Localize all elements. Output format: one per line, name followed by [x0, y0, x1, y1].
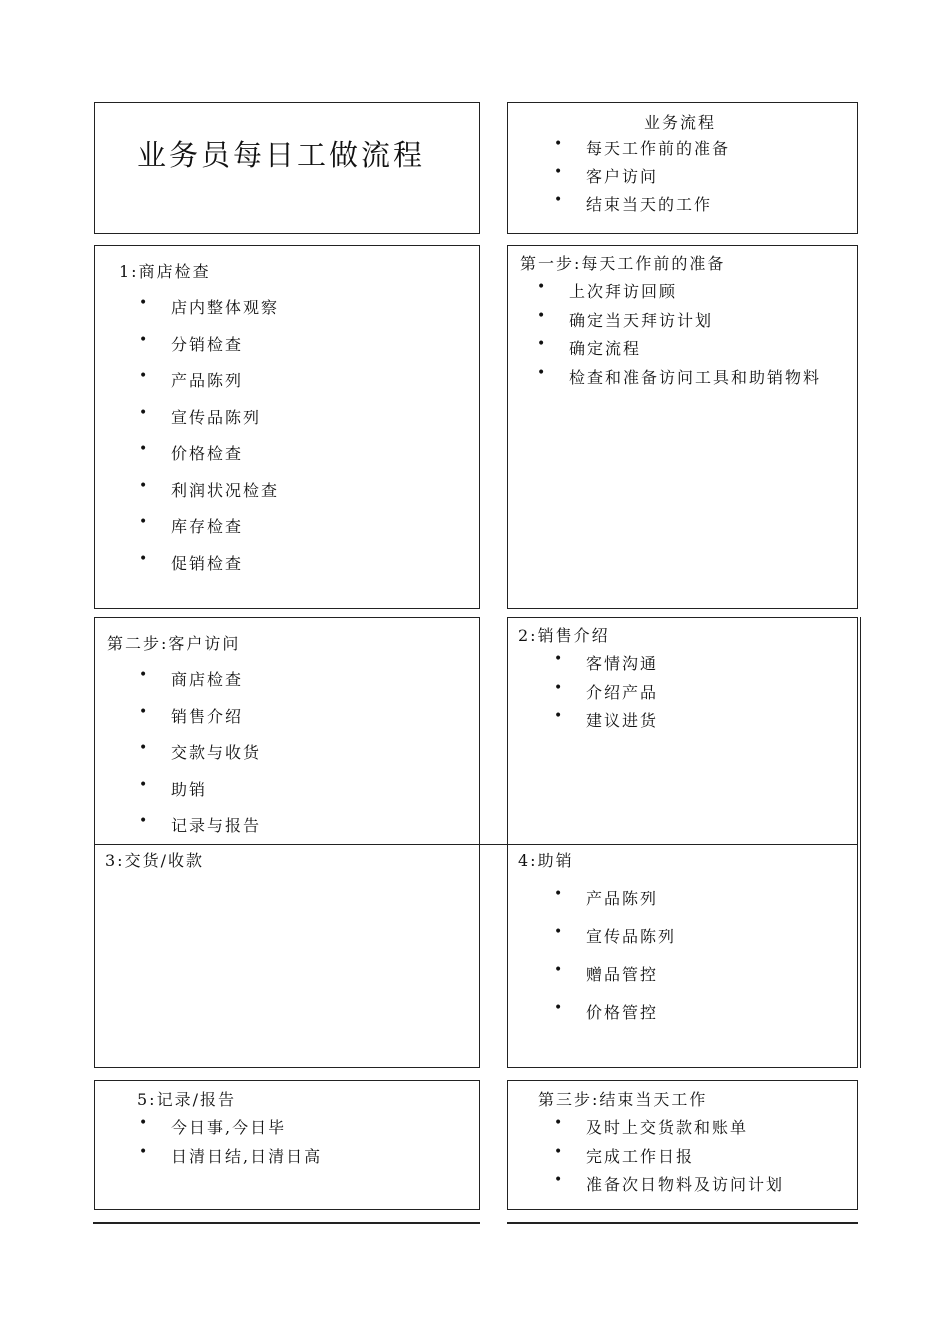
bullet-icon: • — [554, 886, 565, 902]
step3-heading: 第三步:结束当天工作 — [538, 1090, 708, 1109]
record-heading: 5:记录/报告 — [137, 1090, 236, 1109]
list-item: • 完成工作日报 — [554, 1143, 695, 1166]
bullet-icon: • — [554, 1143, 565, 1160]
step3-list — [554, 1115, 785, 1201]
list-item: • 利润状况检查 — [139, 477, 280, 500]
list-item: • 宣传品陈列 — [554, 924, 677, 946]
step3-box — [507, 1080, 858, 1210]
bullet-icon: • — [139, 477, 150, 494]
list-item: • 检查和准备访问工具和助销物料 — [537, 364, 822, 387]
bullet-icon: • — [537, 307, 548, 324]
list-item: • 价格管控 — [554, 1000, 659, 1022]
sales-intro-heading: 2:销售介绍 — [518, 626, 610, 645]
footer-rule-right — [507, 1222, 858, 1224]
list-item: • 赠品管控 — [554, 962, 659, 984]
overview-list — [554, 136, 731, 220]
bullet-icon: • — [554, 1000, 565, 1016]
overview-box — [507, 102, 858, 234]
bullet-icon: • — [537, 364, 548, 381]
list-item: • 产品陈列 — [139, 368, 244, 390]
list-item: • 客户访问 — [554, 164, 659, 186]
step1-list — [537, 279, 822, 393]
bullet-icon: • — [139, 776, 150, 793]
promotion-heading: 4:助销 — [518, 851, 574, 870]
bullet-icon: • — [554, 679, 565, 696]
list-item: • 价格检查 — [139, 441, 244, 463]
bullet-icon: • — [139, 1143, 150, 1160]
bullet-icon: • — [139, 740, 150, 756]
step2-heading: 第二步:客户访问 — [107, 634, 241, 653]
bullet-icon: • — [139, 550, 150, 567]
record-list — [139, 1115, 323, 1172]
bullet-icon: • — [554, 651, 565, 667]
list-item: • 促销检查 — [139, 550, 244, 573]
list-item: • 结束当天的工作 — [554, 192, 713, 214]
list-item: • 准备次日物料及访问计划 — [554, 1172, 785, 1194]
list-item: • 每天工作前的准备 — [554, 136, 731, 158]
list-item: • 交款与收货 — [139, 740, 262, 762]
sales-intro-list — [554, 651, 659, 737]
bullet-icon: • — [554, 1172, 565, 1188]
list-item: • 介绍产品 — [554, 679, 659, 702]
list-item: • 店内整体观察 — [139, 295, 280, 317]
promotion-list — [554, 886, 677, 1038]
step2-list — [139, 667, 262, 850]
list-item: • 及时上交货款和账单 — [554, 1115, 749, 1137]
bullet-icon: • — [139, 703, 150, 720]
bullet-icon: • — [139, 331, 150, 348]
sales-intro-box — [507, 617, 858, 845]
bullet-icon: • — [139, 368, 150, 384]
store-check-heading: 1:商店检查 — [119, 262, 211, 281]
step1-heading: 第一步:每天工作前的准备 — [520, 254, 726, 273]
bullet-icon: • — [537, 336, 548, 352]
record-box — [94, 1080, 480, 1210]
bullet-icon: • — [554, 136, 565, 152]
bullet-icon: • — [139, 667, 150, 683]
right-edge-line — [860, 617, 861, 1068]
store-check-box — [94, 245, 480, 609]
list-item: • 记录与报告 — [139, 813, 262, 835]
page-title: 业务员每日工做流程 — [137, 138, 426, 172]
list-item: • 分销检查 — [139, 331, 244, 354]
delivery-heading: 3:交货/收款 — [105, 851, 204, 870]
bullet-icon: • — [554, 708, 565, 724]
list-item: • 上次拜访回顾 — [537, 279, 678, 301]
step1-box — [507, 245, 858, 609]
bullet-icon: • — [554, 962, 565, 978]
overview-heading: 业务流程 — [644, 113, 717, 132]
bullet-icon: • — [139, 514, 150, 530]
list-item: • 商店检查 — [139, 667, 244, 689]
list-item: • 产品陈列 — [554, 886, 659, 908]
bullet-icon: • — [139, 295, 150, 311]
bullet-icon: • — [139, 813, 150, 829]
list-item: • 宣传品陈列 — [139, 404, 262, 427]
list-item: • 助销 — [139, 776, 208, 799]
promotion-box — [507, 844, 858, 1068]
list-item: • 销售介绍 — [139, 703, 244, 726]
step2-box — [94, 617, 480, 845]
bullet-icon: • — [554, 1115, 565, 1131]
list-item: • 确定流程 — [537, 336, 642, 358]
bullet-icon: • — [554, 192, 565, 208]
list-item: • 库存检查 — [139, 514, 244, 536]
delivery-box — [94, 844, 480, 1068]
bullet-icon: • — [537, 279, 548, 295]
title-box — [94, 102, 480, 234]
bullet-icon: • — [554, 164, 565, 180]
bullet-icon: • — [139, 1115, 150, 1131]
list-item: • 确定当天拜访计划 — [537, 307, 714, 330]
footer-rule-left — [93, 1222, 480, 1224]
store-check-list — [139, 295, 280, 587]
list-item: • 今日事,今日毕 — [139, 1115, 287, 1137]
list-item: • 客情沟通 — [554, 651, 659, 673]
list-item: • 日清日结,日清日高 — [139, 1143, 323, 1166]
bullet-icon: • — [139, 441, 150, 457]
bullet-icon: • — [139, 404, 150, 421]
bullet-icon: • — [554, 924, 565, 940]
list-item: • 建议进货 — [554, 708, 659, 730]
